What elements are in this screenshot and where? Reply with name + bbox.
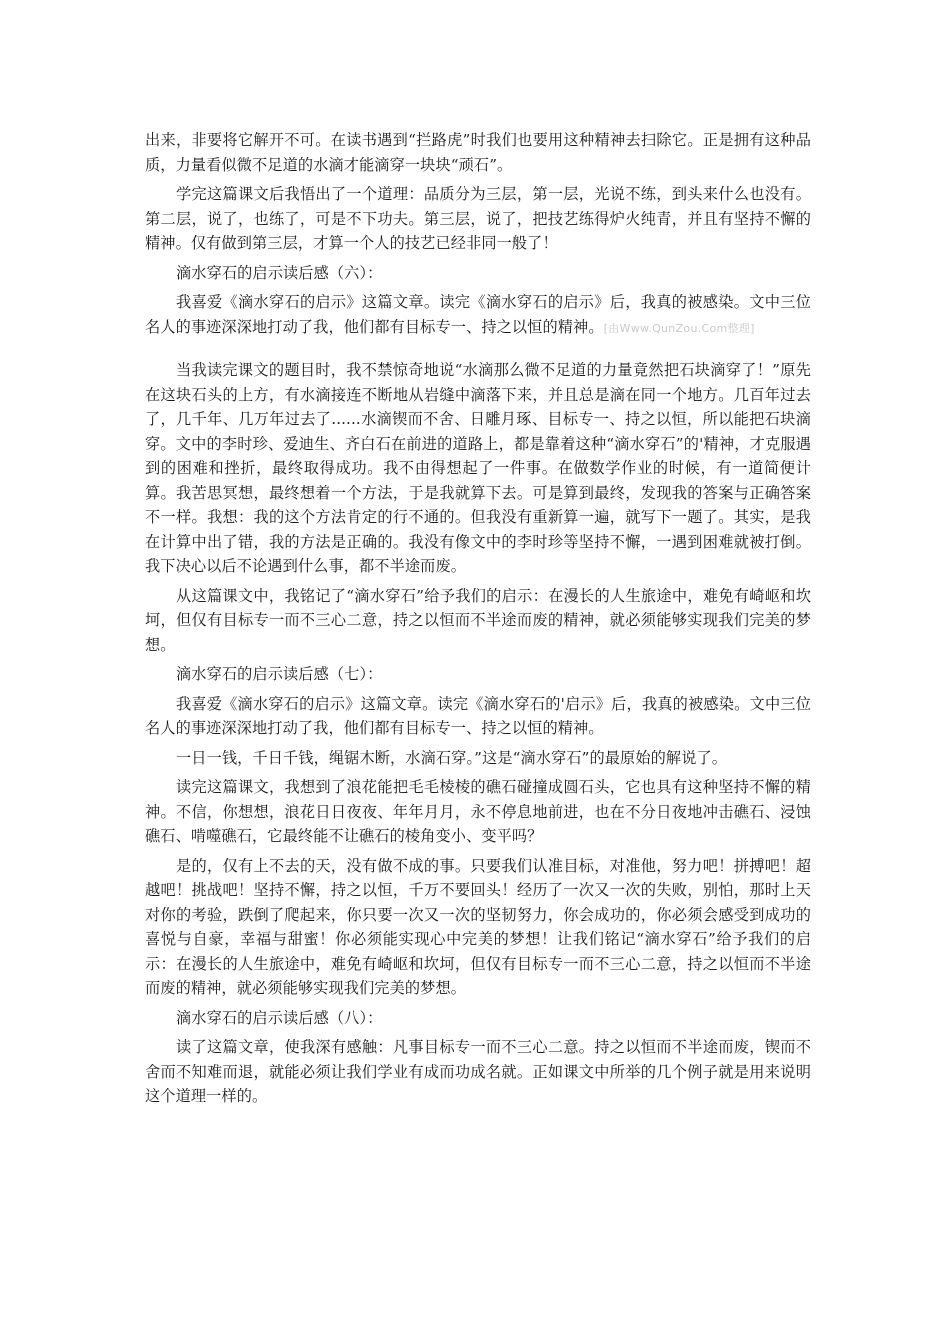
paragraph-10: 读了这篇文章，使我深有感触：凡事目标专一而不三心二意。持之以恒而不半途而废，锲而不舍而不知难而退，就能必须让我们学业有成而功成名就。正如课文中所举的几个例子就是用来说明这个道理一样的。 [145, 1038, 811, 1105]
paragraph-7: 一日一钱，千日千钱，绳锯木断，水滴石穿。”这是“滴水穿石”的最原始的解说了。 [176, 748, 728, 767]
paragraph-6: 我喜爱《滴水穿石的启示》这篇文章。读完《滴水穿石的'启示》后，我真的被感染。文中三位名人的事迹深深地打动了我，他们都有目标专一、持之以恒的精神。 [145, 694, 811, 737]
paragraph-5: 从这篇课文中，我铭记了“滴水穿石”给予我们的启示：在漫长的人生旅途中，难免有崎岖和坎坷，但仅有目标专一而不三心二意，持之以恒而不半途而废的精神，就必须能够实现我们完美的梦想。 [145, 586, 811, 654]
section-heading-6: 滴水穿石的启示读后感（六）： [176, 263, 383, 282]
paragraph-2: 学完这篇课文后我悟出了一个道理：品质分为三层，第一层，光说不练，到头来什么也没有。第二层，说了，也练了，可是不下功夫。第三层，说了，把技艺练得炉火纯青，并且有坚持不懈的精神。仅有做到第三层，才算一个人的技艺已经非同一般了！ [145, 185, 811, 252]
document-body [145, 128, 811, 1114]
section-heading-8: 滴水穿石的启示读后感（八）： [176, 1008, 383, 1027]
spacer [145, 346, 811, 358]
source-watermark: [由Www.QunZou.Com整理] [603, 321, 755, 335]
paragraph-1: 出来，非要将它解开不可。在读书遇到“拦路虎”时我们也要用这种精神去扫除它。正是拥有这种品质，力量看似微不足道的水滴才能滴穿一块块“顽石”。 [145, 131, 811, 174]
paragraph-9: 是的，仅有上不去的天，没有做不成的事。只要我们认准目标，对准他，努力吧！拼搏吧！超越吧！挑战吧！坚持不懈，持之以恒，千万不要回头！经历了一次又一次的失败，别怕，那时上天对你的考验，跌倒了爬起来，你只要一次又一次的坚韧努力，你会成功的，你必须会感受到成功的喜悦与自豪，幸福与甜蜜！你必须能实现心中完美的梦想！让我们铭记“滴水穿石”给予我们的启示：在漫长的人生旅途中，难免有崎岖和坎坷，但仅有目标专一而不三心二意，持之以恒而不半途而废的精神，就必须能够实现我们完美的梦想。 [145, 856, 811, 997]
paragraph-3 [145, 290, 811, 341]
paragraph-8: 读完这篇课文，我想到了浪花能把毛毛棱棱的礁石碰撞成圆石头，它也具有这种坚持不懈的精神。不信，你想想，浪花日日夜夜、年年月月，永不停息地前进，也在不分日夜地冲击礁石、浸蚀礁石、啃噬礁石，它最终能不让礁石的棱角变小、变平吗？ [145, 778, 811, 845]
paragraph-4: 当我读完课文的题目时，我不禁惊奇地说“水滴那么微不足道的力量竟然把石块滴穿了！”原先在这块石头的上方，有水滴接连不断地从岩缝中滴落下来，并且总是滴在同一个地方。几百年过去了，几千年、几万年过去了......水滴锲而不舍、日雕月琢、目标专一、持之以恒，所以能把石块滴穿。文中的李时珍、爱迪生、齐白石在前进的道路上，都是靠着这种“滴水穿石”的'精神，才克服遇到的困难和挫折，最终取得成功。我不由得想起了一件事。在做数学作业的时候，有一道简便计算。我苦思冥想，最终想着一个方法，于是我就算下去。可是算到最终，发现我的答案与正确答案不一样。我想：我的这个方法肯定的行不通的。但我没有重新算一遍，就写下一题了。其实，是我在计算中出了错，我的方法是正确的。我没有像文中的李时珍等坚持不懈，一遇到困难就被打倒。我下决心以后不论遇到什么事，都不半途而废。 [145, 361, 811, 575]
paragraph-3-text: 我喜爱《滴水穿石的启示》这篇文章。读完《滴水穿石的启示》后，我真的被感染。文中三位名人的事迹深深地打动了我，他们都有目标专一、持之以恒的精神。 [145, 293, 811, 336]
section-heading-7: 滴水穿石的启示读后感（七）： [176, 665, 383, 683]
